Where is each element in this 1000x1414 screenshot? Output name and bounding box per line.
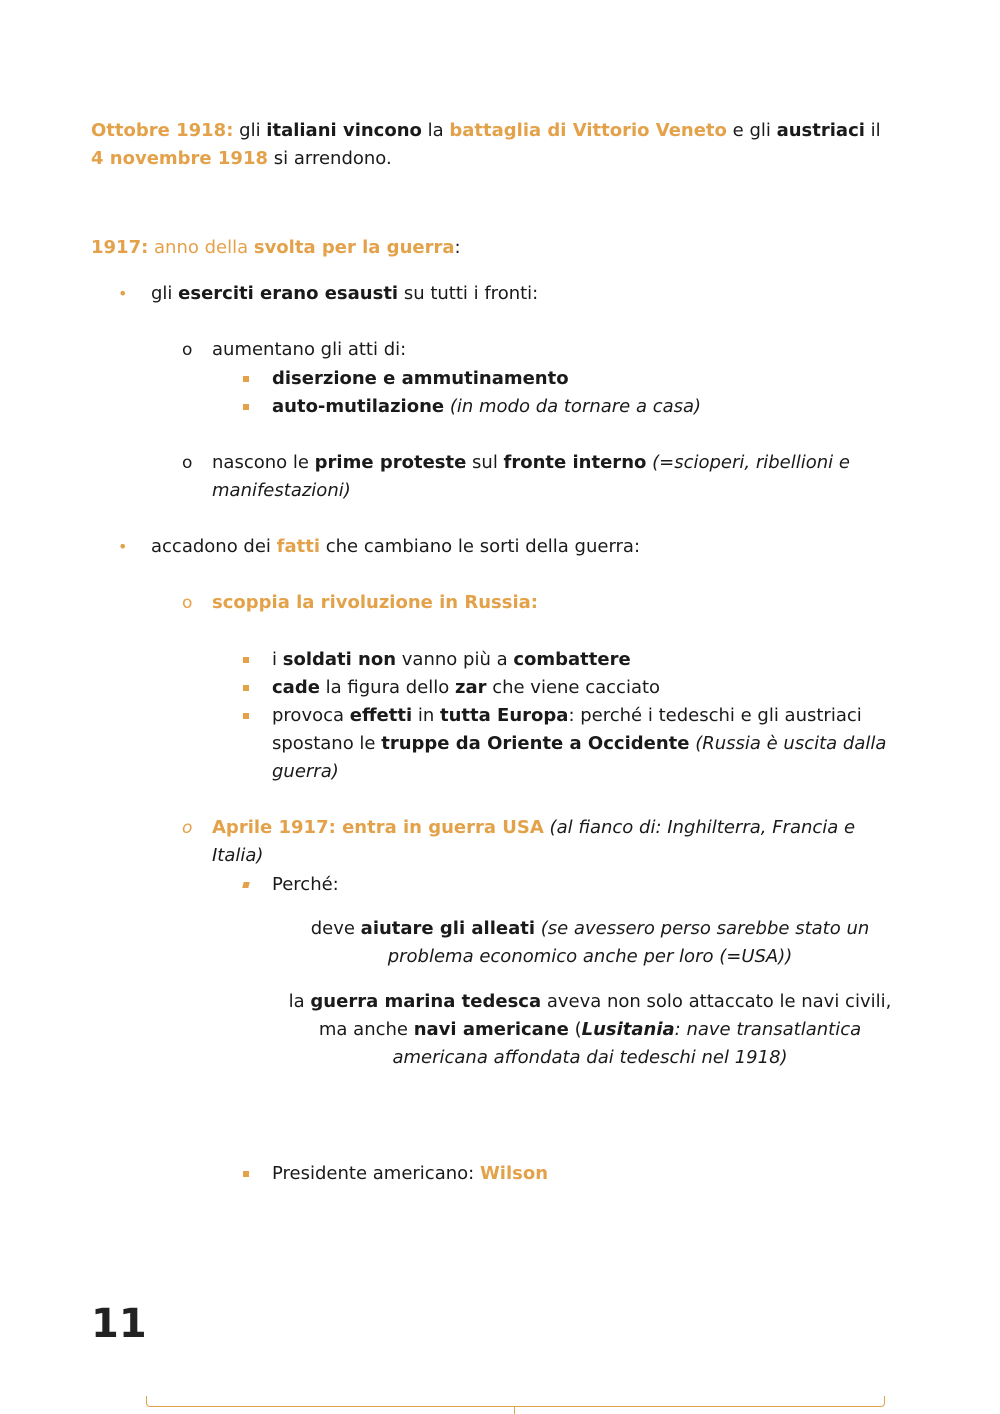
sub-item-russia: scoppia la rivoluzione in Russia:: [212, 592, 538, 613]
bullet-square-icon: [243, 713, 249, 719]
reason-aiutare-alleati: deve aiutare gli alleati (se avessero perso sarebbe stato un: [310, 918, 870, 939]
paragraph-vittorio-veneto-line2: 4 novembre 1918 si arrendono.: [91, 148, 392, 169]
bullet-dot-icon: •: [118, 284, 128, 303]
bullet-square-icon: [243, 376, 249, 382]
bullet-circle-icon: o: [182, 340, 193, 360]
bullet-dot-icon: •: [118, 537, 128, 556]
list-item-fatti: accadono dei fatti che cambiano le sorti della guerra:: [151, 536, 641, 557]
bullet-circle-icon: o: [182, 593, 193, 613]
russia-item-soldati: i soldati non vanno più a combattere: [272, 649, 631, 670]
reason-aiutare-alleati-line2: problema economico anche per loro (=USA)): [387, 946, 793, 967]
russia-item-effetti: provoca effetti in tutta Europa: perché i tedeschi e gli austriaci: [272, 705, 862, 726]
reason-guerra-marina-line2: ma anche navi americane (Lusitania: nave transatlantica: [318, 1019, 862, 1040]
russia-item-zar: cade la figura dello zar che viene cacciato: [272, 677, 661, 698]
paragraph-vittorio-veneto: Ottobre 1918: gli italiani vincono la battaglia di Vittorio Veneto e gli austriaci il: [91, 120, 881, 141]
russia-item-effetti-line3: guerra): [272, 761, 339, 782]
footer-bracket-tick: [514, 1406, 515, 1414]
usa-item-presidente: Presidente americano: Wilson: [272, 1163, 549, 1184]
sub-item-usa: Aprile 1917: entra in guerra USA (al fianco di: Inghilterra, Francia e: [212, 817, 856, 838]
bullet-square-icon: [243, 1171, 249, 1177]
russia-item-effetti-line2: spostano le truppe da Oriente a Occidente (Russia è uscita dalla: [272, 733, 887, 754]
bullet-circle-icon: o: [182, 818, 193, 838]
page-number: 11: [91, 1301, 147, 1347]
date-highlight: Ottobre 1918:: [91, 120, 234, 141]
usa-item-perche: Perché:: [272, 874, 339, 895]
reason-guerra-marina-line3: americana affondata dai tedeschi nel 1918): [392, 1047, 788, 1068]
bullet-circle-icon: o: [182, 453, 193, 473]
bullet-square-icon: [243, 685, 249, 691]
bullet-square-icon: [242, 882, 250, 888]
footer-bracket: [146, 1396, 885, 1407]
heading-1917: 1917: anno della svolta per la guerra:: [91, 237, 461, 258]
sub-item-proteste: nascono le prime proteste sul fronte interno (=scioperi, ribellioni e: [212, 452, 850, 473]
list-item-eserciti: gli eserciti erano esausti su tutti i fronti:: [151, 283, 539, 304]
sub-item-usa-line2: Italia): [212, 845, 264, 866]
bullet-square-icon: [243, 657, 249, 663]
reason-guerra-marina: la guerra marina tedesca aveva non solo attaccato le navi civili,: [288, 991, 892, 1012]
bullet-square-icon: [243, 404, 249, 410]
sub-item-aumentano: aumentano gli atti di:: [212, 339, 407, 360]
sub-sub-item-diserzione: diserzione e ammutinamento: [272, 368, 569, 389]
sub-item-proteste-line2: manifestazioni): [212, 480, 351, 501]
sub-sub-item-automutilazione: auto-mutilazione (in modo da tornare a casa): [272, 396, 702, 417]
